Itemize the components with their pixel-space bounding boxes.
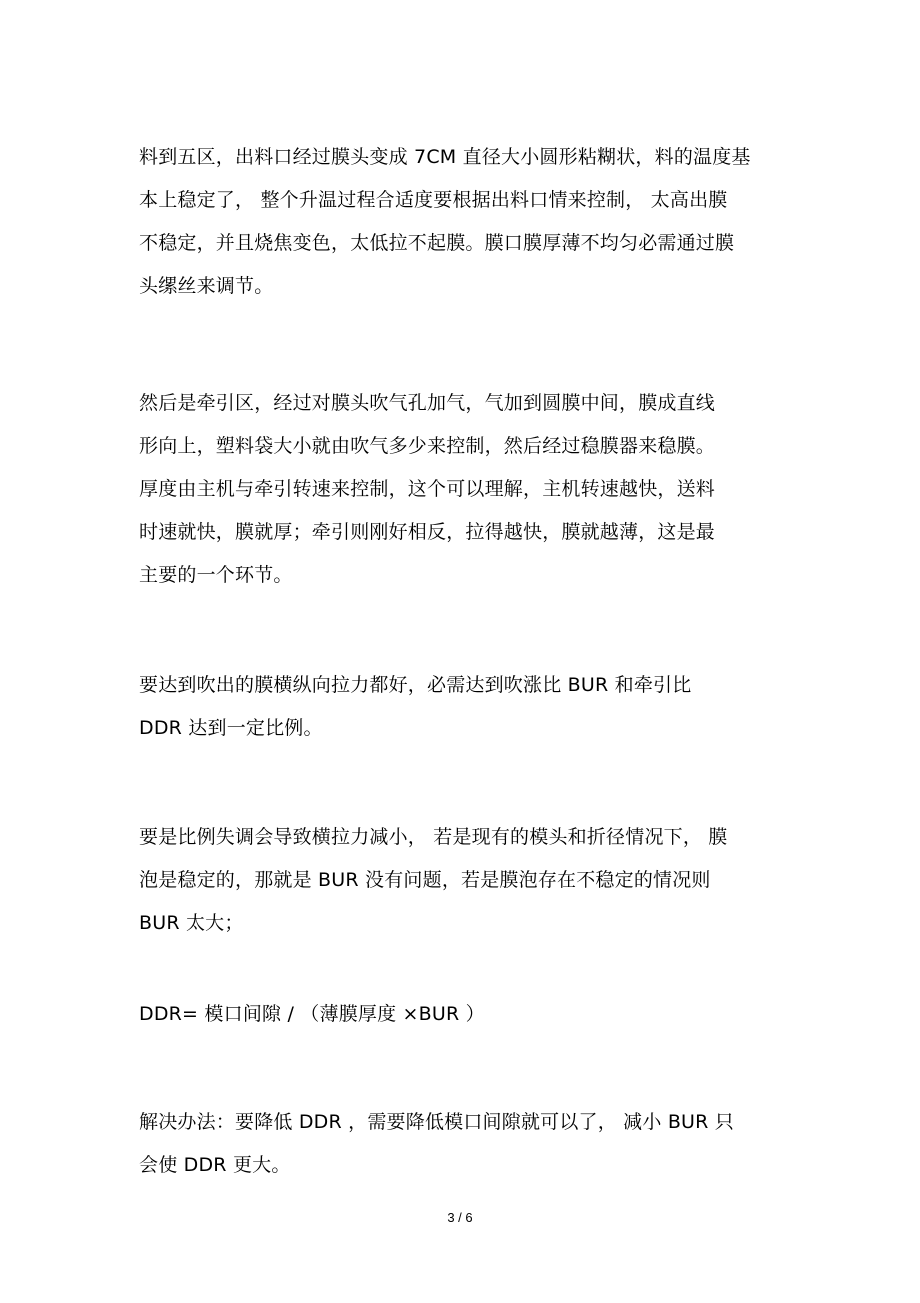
- paragraph-3-line-1: 要达到吹出的膜横纵向拉力都好，必需达到吹涨比 BUR 和牵引比: [139, 674, 692, 696]
- paragraph-6-line-1: 解决办法：要降低 DDR ，需要降低模口间隙就可以了， 减小 BUR 只: [139, 1111, 735, 1133]
- paragraph-2-line-2: 形向上，塑料袋大小就由吹气多少来控制，然后经过稳膜器来稳膜。: [139, 435, 716, 457]
- paragraph-2-line-1: 然后是牵引区，经过对膜头吹气孔加气，气加到圆膜中间，膜成直线: [139, 392, 716, 414]
- paragraph-3-line-2: DDR 达到一定比例。: [139, 717, 323, 739]
- paragraph-4-line-2: 泡是稳定的，那就是 BUR 没有问题，若是膜泡存在不稳定的情况则: [139, 869, 711, 891]
- paragraph-4-line-1: 要是比例失调会导致横拉力减小， 若是现有的模头和折径情况下， 膜: [139, 826, 728, 848]
- paragraph-1-line-3: 不稳定，并且烧焦变色，太低拉不起膜。膜口膜厚薄不均匀必需通过膜: [139, 232, 735, 254]
- paragraph-2-line-4: 时速就快，膜就厚；牵引则刚好相反，拉得越快，膜就越薄，这是最: [139, 521, 716, 543]
- paragraph-2-line-3: 厚度由主机与牵引转速来控制，这个可以理解，主机转速越快，送料: [139, 478, 716, 500]
- page-number: 3 / 6: [447, 1210, 473, 1225]
- formula-line: DDR= 模口间隙 / （薄膜厚度 ×BUR ）: [139, 1003, 485, 1025]
- paragraph-2-line-5: 主要的一个环节。: [139, 564, 293, 586]
- paragraph-6-line-2: 会使 DDR 更大。: [139, 1154, 291, 1176]
- paragraph-1-line-2: 本上稳定了， 整个升温过程合适度要根据出料口情来控制， 太高出膜: [139, 189, 728, 211]
- paragraph-1-line-1: 料到五区，出料口经过膜头变成 7CM 直径大小圆形粘糊状，料的温度基: [139, 146, 751, 168]
- paragraph-1-line-4: 头缧丝来调节。: [139, 275, 274, 297]
- paragraph-4-line-3: BUR 太大；: [139, 912, 244, 934]
